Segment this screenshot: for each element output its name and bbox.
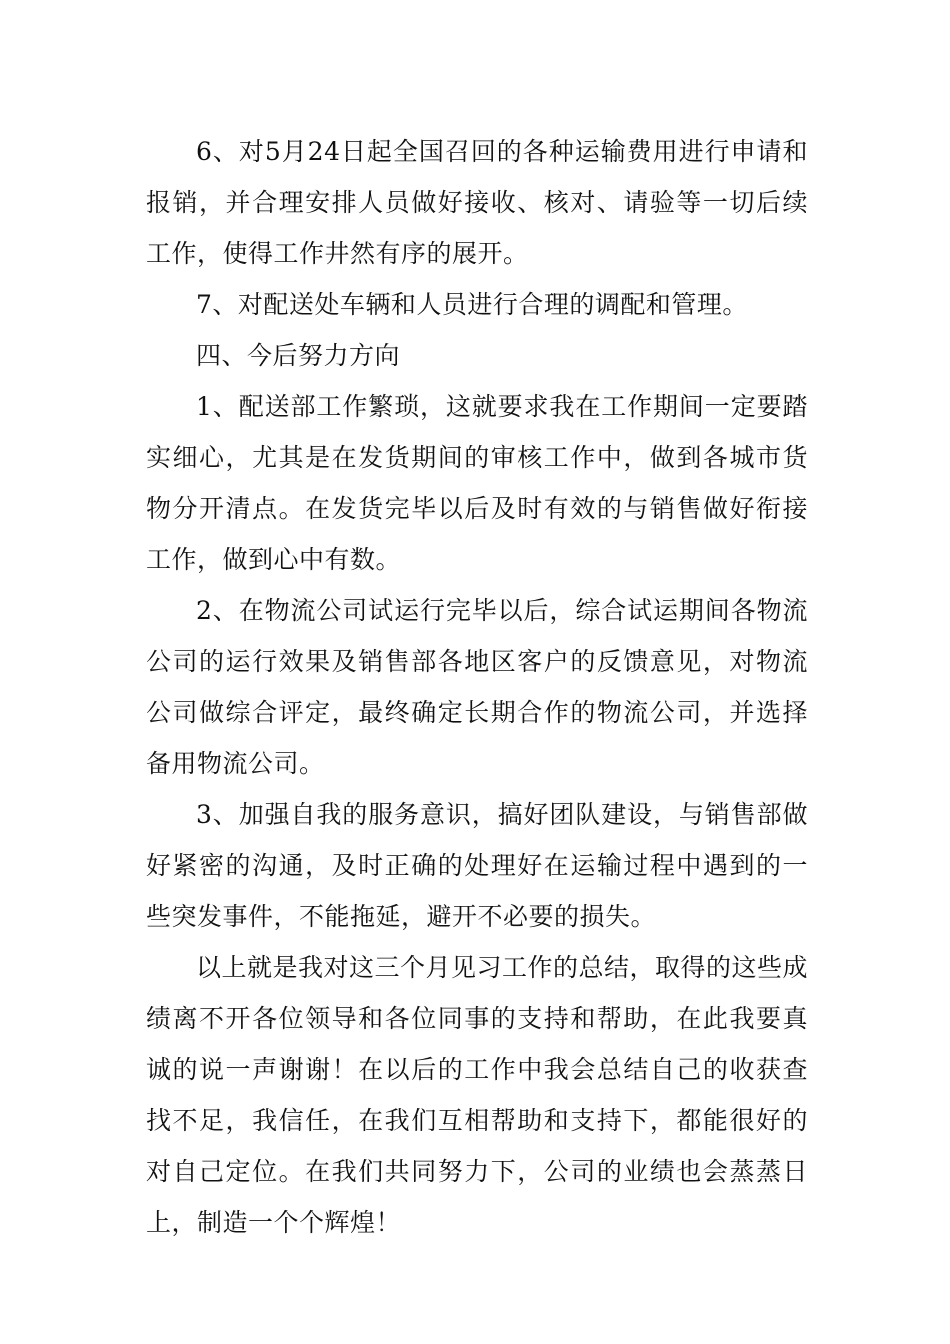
section-heading: 四、今后努力方向 [196, 341, 401, 370]
paragraph-direction-3: 3、加强自我的服务意识，搞好团队建设，与销售部做好紧密的沟通，及时正确的处理好在运输过程中遇到的一些突发事件，不能拖延，避开不必要的损失。 [146, 800, 808, 931]
paragraph-item-7: 7、对配送处车辆和人员进行合理的调配和管理。 [196, 290, 748, 319]
paragraph-direction-1: 1、配送部工作繁琐，这就要求我在工作期间一定要踏实细心，尤其是在发货期间的审核工作中，做到各城市货物分开清点。在发货完毕以后及时有效的与销售做好衔接工作，做到心中有数。 [146, 392, 808, 574]
paragraph-item-6: 6、对5月24日起全国召回的各种运输费用进行申请和报销，并合理安排人员做好接收、核对、请验等一切后续工作，使得工作井然有序的展开。 [146, 137, 808, 268]
document-body [146, 126, 808, 1248]
paragraph-conclusion: 以上就是我对这三个月见习工作的总结，取得的这些成绩离不开各位领导和各位同事的支持和帮助，在此我要真诚的说一声谢谢！在以后的工作中我会总结自己的收获查找不足，我信任，在我们互相帮助和支持下，都能很好的对自己定位。在我们共同努力下，公司的业绩也会蒸蒸日上，制造一个个辉煌！ [146, 953, 809, 1237]
paragraph-direction-2: 2、在物流公司试运行完毕以后，综合试运期间各物流公司的运行效果及销售部各地区客户的反馈意见，对物流公司做综合评定，最终确定长期合作的物流公司，并选择备用物流公司。 [146, 596, 808, 778]
